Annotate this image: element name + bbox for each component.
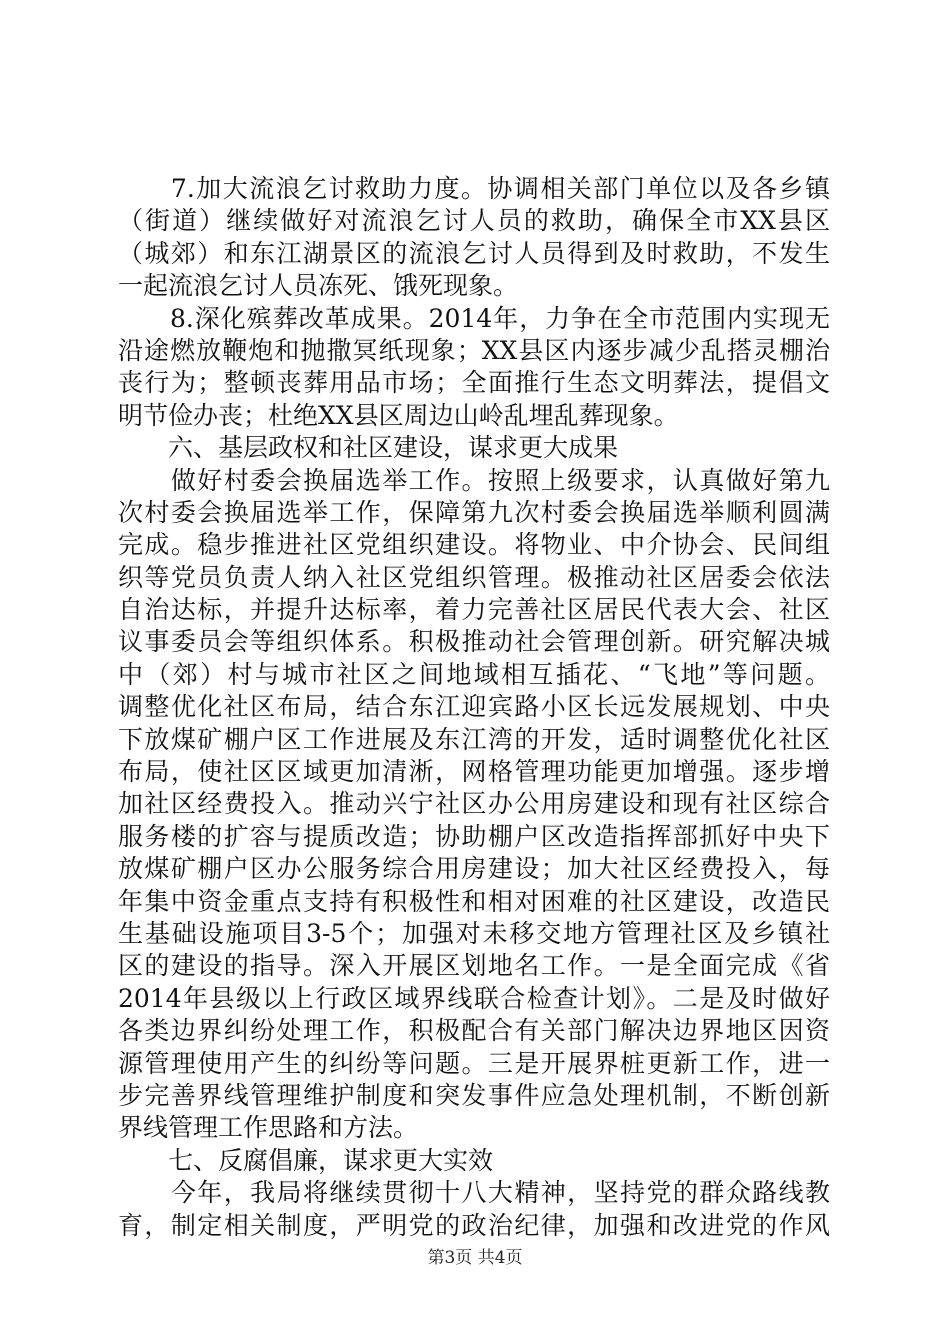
text-line: 织等党员负责人纳入社区党组织管理。极推动社区居委会依法 <box>118 562 830 592</box>
text-line: 区的建设的指导。深入开展区划地名工作。一是全面完成《省 <box>118 951 830 981</box>
text-line: 调整优化社区布局，结合东江迎宾路小区长远发展规划、中央 <box>118 692 830 722</box>
text-line: 中（郊）村与城市社区之间地域相互插花、“飞地”等问题。 <box>118 659 830 689</box>
text-line: 布局，使社区区域更加清淅，网格管理功能更加增强。逐步增 <box>118 757 830 787</box>
text-line: 自治达标，并提升达标率，着力完善社区居民代表大会、社区 <box>118 595 830 625</box>
text-line: 今年，我局将继续贯彻十八大精神，坚持党的群众路线教 <box>118 1178 830 1208</box>
text-line: 丧行为；整顿丧葬用品市场；全面推行生态文明葬法，提倡文 <box>118 368 830 398</box>
text-line: 各类边界纠纷处理工作，积极配合有关部门解决边界地区因资 <box>118 1016 830 1046</box>
text-line: 议事委员会等组织体系。积极推动社会管理创新。研究解决城 <box>118 627 830 657</box>
text-line: 次村委会换届选举工作，保障第九次村委会换届选举顺利圆满 <box>118 497 830 527</box>
text-line: （城郊）和东江湖景区的流浪乞讨人员得到及时救助，不发生 <box>118 238 830 268</box>
text-line: 完成。稳步推进社区党组织建设。将物业、中介协会、民间组 <box>118 530 830 560</box>
page-footer: 第3页 共4页 <box>427 1248 523 1268</box>
text-line: 沿途燃放鞭炮和抛撒冥纸现象；XX县区内逐步减少乱搭灵棚治 <box>118 335 830 365</box>
text-line: 服务楼的扩容与提质改造；协助棚户区改造指挥部抓好中央下 <box>118 821 830 851</box>
text-line: 放煤矿棚户区办公服务综合用房建设；加大社区经费投入，每 <box>118 854 830 884</box>
text-line: 加社区经费投入。推动兴宁社区办公用房建设和现有社区综合 <box>118 789 830 819</box>
text-line: 8.深化殡葬改革成果。2014年，力争在全市范围内实现无 <box>118 303 830 333</box>
text-line: （街道）继续做好对流浪乞讨人员的救助，确保全市XX县区 <box>118 206 830 236</box>
text-line: 七、反腐倡廉，谋求更大实效 <box>118 1145 494 1175</box>
text-line: 源管理使用产生的纠纷等问题。三是开展界桩更新工作，进一 <box>118 1048 830 1078</box>
text-line: 界线管理工作思路和方法。 <box>118 1113 419 1143</box>
text-line: 做好村委会换届选举工作。按照上级要求，认真做好第九 <box>118 465 830 495</box>
text-line: 一起流浪乞讨人员冻死、饿死现象。 <box>118 271 519 301</box>
document-body <box>118 173 830 1242</box>
text-line: 明节俭办丧；杜绝XX县区周边山岭乱埋乱葬现象。 <box>118 400 679 430</box>
text-line: 年集中资金重点支持有积极性和相对困难的社区建设，改造民 <box>118 886 830 916</box>
text-line: 2014年县级以上行政区域界线联合检查计划》。二是及时做好 <box>118 983 830 1013</box>
text-line: 六、基层政权和社区建设，谋求更大成果 <box>118 433 619 463</box>
text-line: 育，制定相关制度，严明党的政治纪律，加强和改进党的作风 <box>118 1210 830 1240</box>
text-line: 下放煤矿棚户区工作进展及东江湾的开发，适时调整优化社区 <box>118 724 830 754</box>
text-line: 生基础设施项目3-5个；加强对未移交地方管理社区及乡镇社 <box>118 918 830 948</box>
text-line: 7.加大流浪乞讨救助力度。协调相关部门单位以及各乡镇 <box>118 174 830 203</box>
text-line: 步完善界线管理维护制度和突发事件应急处理机制，不断创新 <box>118 1080 830 1110</box>
